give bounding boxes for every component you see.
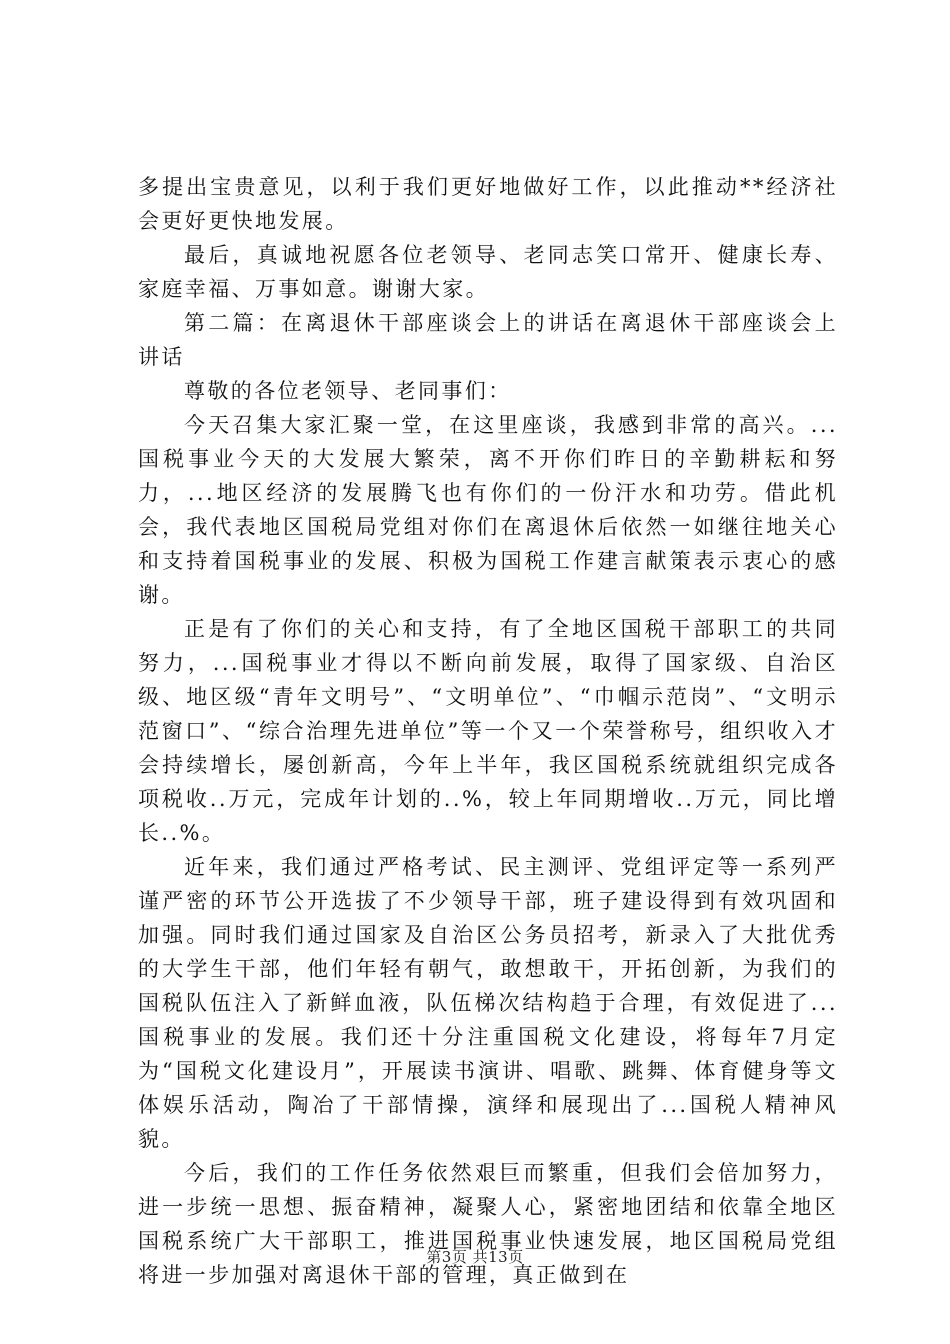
paragraph-7: 近年来，我们通过严格考试、民主测评、党组评定等一系列严谨严密的环节公开选拔了不少领导干部，班子建设得到有效巩固和加强。同时我们通过国家及自治区公务员招考，新录入了大批优秀的大学生干部，他们年轻有朝气，敢想敢干，开拓创新，为我们的国税队伍注入了新鲜血液，队伍梯次结构趋于合理，有效促进了...国税事业的发展。我们还十分注重国税文化建设，将每年7月定为“国税文化建设月”，开展读书演讲、唱歌、跳舞、体育健身等文体娱乐活动，陶冶了干部情操，演绎和展现出了...国税人精神风貌。 [138, 855, 838, 1151]
paragraph-2: 最后，真诚地祝愿各位老领导、老同志笑口常开、健康长寿、家庭幸福、万事如意。谢谢大家。 [138, 243, 838, 301]
page-number-footer: 第3页 共13页 [426, 1248, 524, 1266]
paragraph-5: 今天召集大家汇聚一堂，在这里座谈，我感到非常的高兴。...国税事业今天的大发展大繁荣，离不开你们昨日的辛勤耕耘和努力，...地区经济的发展腾飞也有你们的一份汗水和功劳。借此机会，我代表地区国税局党组对你们在离退休后依然一如继往地关心和支持着国税事业的发展、积极为国税工作建言献策表示衷心的感谢。 [138, 413, 838, 607]
paragraph-8: 今后，我们的工作任务依然艰巨而繁重，但我们会倍加努力，进一步统一思想、振奋精神，凝聚人心，紧密地团结和依靠全地区国税系统广大干部职工，推进国税事业快速发展，地区国税局党组将进一步加强对离退休干部的管理，真正做到在 [138, 1161, 838, 1287]
section-heading: 第二篇：在离退休干部座谈会上的讲话在离退休干部座谈会上讲话 [138, 311, 838, 369]
paragraph-1: 多提出宝贵意见，以利于我们更好地做好工作，以此推动**经济社会更好更快地发展。 [138, 175, 838, 233]
paragraph-6: 正是有了你们的关心和支持，有了全地区国税干部职工的共同努力，...国税事业才得以不断向前发展，取得了国家级、自治区级、地区级“青年文明号”、“文明单位”、“巾帼示范岗”、“文明示范窗口”、“综合治理先进单位”等一个又一个荣誉称号，组织收入才会持续增长，屡创新高，今年上半年，我区国税系统就组织完成各项税收..万元，完成年计划的..%，较上年同期增收..万元，同比增长..%。 [138, 617, 838, 845]
document-body [138, 170, 838, 1292]
salutation: 尊敬的各位老领导、老同事们： [184, 379, 512, 403]
